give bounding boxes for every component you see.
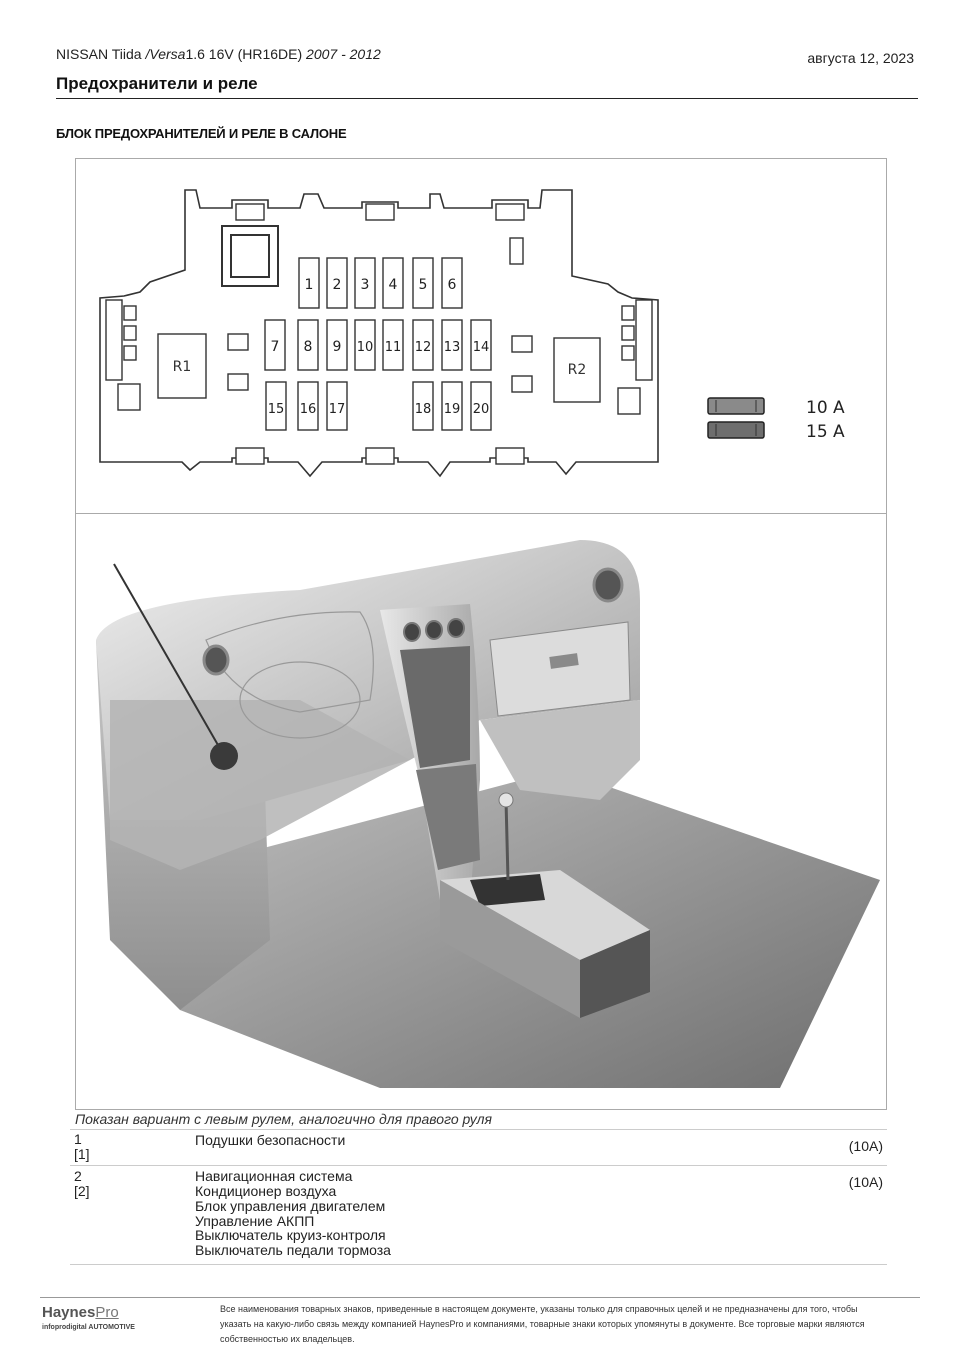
relay-r1 — [158, 334, 206, 398]
diagnostic-connector — [222, 226, 278, 286]
fuse-ref: [2] — [74, 1183, 90, 1199]
fuse-circuit: Кондиционер воздуха — [195, 1183, 337, 1199]
footer-divider — [40, 1297, 920, 1298]
dashboard-illustration — [96, 540, 880, 1088]
fuse-slot-number: 7 — [270, 339, 280, 355]
fuse-slot-11 — [383, 320, 403, 370]
figure-caption: Показан вариант с левым рулем, аналогично для правого руля — [75, 1111, 493, 1127]
gear-knob — [499, 793, 513, 807]
fuse-ref: [1] — [74, 1146, 90, 1162]
row-divider — [70, 1129, 887, 1130]
fuse-slot-2 — [327, 258, 347, 308]
fuse-slot-number: 4 — [388, 277, 398, 293]
fuse-slot-4 — [383, 258, 403, 308]
fuse-number: 2 — [74, 1168, 82, 1184]
vehicle-model: /Versa — [145, 46, 186, 62]
relay-r1-label: R1 — [172, 359, 192, 375]
fuse-slot-number: 2 — [332, 277, 342, 293]
brand-main: Haynes — [42, 1304, 96, 1321]
relay-r2-label: R2 — [567, 362, 587, 378]
fuse-slot-16 — [298, 382, 318, 430]
fuse-slot-7 — [265, 320, 285, 370]
fuse-slot-8 — [298, 320, 318, 370]
fuse-slot-number: 17 — [328, 402, 346, 417]
fuse-slot-number: 14 — [472, 340, 490, 355]
haynespro-logo — [42, 1304, 119, 1321]
fuse-slot-12 — [413, 320, 433, 370]
fuse-slot-number: 19 — [443, 402, 461, 417]
fuse-circuit: Управление АКПП — [195, 1213, 315, 1229]
fuse-slot-number: 8 — [303, 339, 313, 355]
fuse-slot-number: 9 — [332, 339, 342, 355]
fuse-slot-number: 13 — [443, 340, 461, 355]
fuse-slot-18 — [413, 382, 433, 430]
fuse-slots — [265, 258, 491, 430]
relay-r2 — [554, 338, 600, 402]
fuse-slot-3 — [355, 258, 375, 308]
fuse-slot-15 — [266, 382, 286, 430]
fuse-slot-number: 6 — [447, 277, 457, 293]
fuse-rating: (10A) — [848, 1174, 883, 1190]
fuse-circuit: Навигационная система — [195, 1168, 353, 1184]
fuse-slot-10 — [355, 320, 375, 370]
disclaimer-text: Все наименования товарных знаков, приведенные в настоящем документе, указаны только для справочных целей и не предназначены для того, чтобы указать на какую-либо связь между компанией HaynesPro и компаниями, товарные знаки которых упомянуты в документе. Все торговые марки являются собственностью их владельцев. — [220, 1304, 865, 1344]
fuse-box-outline — [100, 190, 658, 476]
legend-10a — [708, 398, 845, 418]
vehicle-years: 2007 - 2012 — [306, 46, 381, 62]
fuse-slot-19 — [442, 382, 462, 430]
fuse-legend — [708, 398, 845, 442]
fuse-slot-number: 3 — [360, 277, 370, 293]
fuse-slot-6 — [442, 258, 462, 308]
fuse-box-location-marker — [210, 742, 238, 770]
fuse-slot-number: 12 — [414, 340, 432, 355]
fuse-slot-20 — [471, 382, 491, 430]
legend-15a — [708, 422, 845, 442]
fuse-slot-number: 1 — [304, 277, 314, 293]
legend-10a-label: 10 A — [806, 398, 845, 418]
document-date: августа 12, 2023 — [807, 50, 914, 66]
left-vent — [204, 646, 228, 674]
fuse-slot-14 — [471, 320, 491, 370]
row-divider — [70, 1264, 887, 1265]
vehicle-make: NISSAN Tiida — [56, 46, 142, 62]
center-vents — [404, 619, 464, 641]
brand-pro: Pro — [95, 1304, 119, 1321]
fuse-slot-17 — [327, 382, 347, 430]
fuse-number: 1 — [74, 1131, 82, 1147]
page-title: Предохранители и реле — [56, 74, 258, 93]
gear-lever — [506, 800, 508, 880]
brand-subtitle: infoprodigital AUTOMOTIVE — [42, 1324, 135, 1331]
fuse-slot-number: 11 — [384, 340, 402, 355]
fuse-circuit: Блок управления двигателем — [195, 1198, 386, 1214]
vehicle-engine: 1.6 16V (HR16DE) — [185, 46, 303, 62]
fuse-rating: (10A) — [848, 1138, 883, 1154]
fuse-slot-5 — [413, 258, 433, 308]
fuse-slot-number: 5 — [418, 277, 428, 293]
section-title: БЛОК ПРЕДОХРАНИТЕЛЕЙ И РЕЛЕ В САЛОНЕ — [56, 126, 347, 141]
right-vent — [594, 569, 622, 601]
fuse-circuit: Выключатель педали тормоза — [195, 1242, 391, 1258]
fuse-slot-1 — [299, 258, 319, 308]
row-divider — [70, 1165, 887, 1166]
fuse-slot-9 — [327, 320, 347, 370]
fuse-slot-number: 10 — [356, 340, 374, 355]
fuse-circuit: Выключатель круиз-контроля — [195, 1227, 386, 1243]
fuse-slot-13 — [442, 320, 462, 370]
legend-15a-label: 15 A — [806, 422, 845, 442]
fuse-slot-number: 20 — [472, 402, 490, 417]
fuse-slot-number: 15 — [267, 402, 285, 417]
fuse-slot-number: 16 — [299, 402, 317, 417]
fuse-slot-number: 18 — [414, 402, 432, 417]
fuse-circuit: Подушки безопасности — [195, 1132, 346, 1148]
